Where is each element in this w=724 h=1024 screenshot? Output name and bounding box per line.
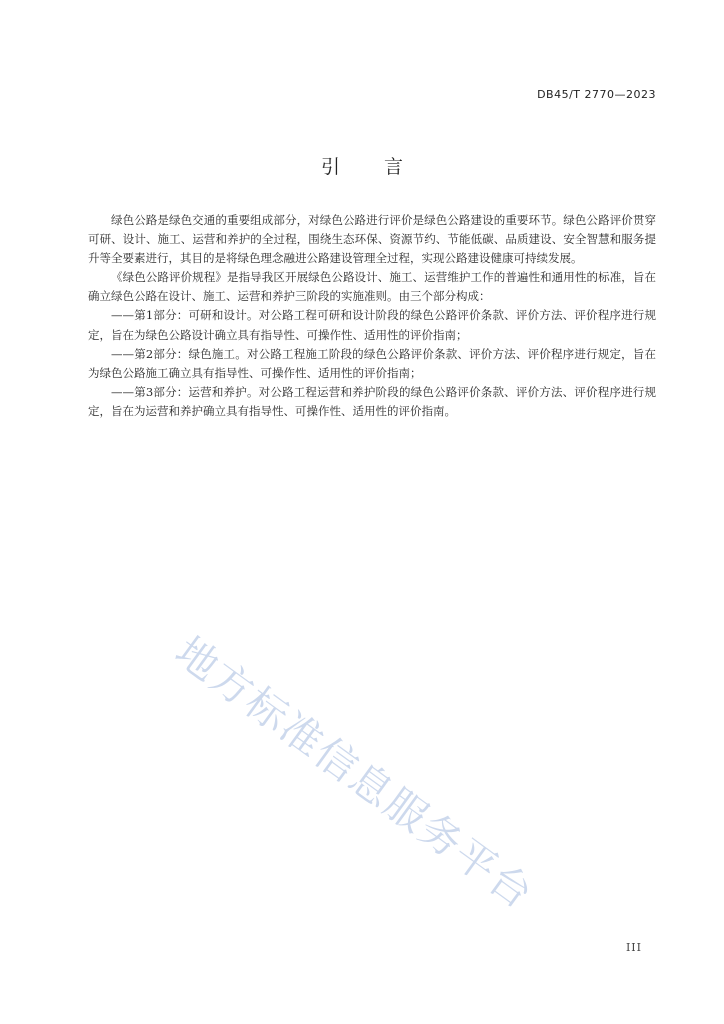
page-title-char-1: 引 [320, 156, 340, 178]
watermark: 地方标准信息服务平台 [166, 627, 543, 919]
paragraph-standard-scope: 《绿色公路评价规程》是指导我区开展绿色公路设计、施工、运营维护工作的普遍性和通用性的标准，旨在确立绿色公路在设计、施工、运营和养护三阶段的实施准则。由三个部分构成： [88, 270, 656, 304]
paragraph-part-2: ——第2部分：绿色施工。对公路工程施工阶段的绿色公路评价条款、评价方法、评价程序进行规定，旨在为绿色公路施工确立具有指导性、可操作性、适用性的评价指南； [88, 346, 656, 380]
paragraph-intro: 绿色公路是绿色交通的重要组成部分，对绿色公路进行评价是绿色公路建设的重要环节。绿色公路评价贯穿可研、设计、施工、运营和养护的全过程，围绕生态环保、资源节约、节能低碳、品质建设、安全智慧和服务提升等全要素进行，其目的是将绿色理念融进公路建设管理全过程，实现公路建设健康可持续发展。 [88, 213, 656, 266]
paragraph-part-1: ——第1部分：可研和设计。对公路工程可研和设计阶段的绿色公路评价条款、评价方法、评价程序进行规定，旨在为绿色公路设计确立具有指导性、可操作性、适用性的评价指南； [88, 308, 656, 342]
page-title-char-2: 言 [384, 156, 404, 178]
page-title [0, 152, 724, 179]
paragraph-part-3: ——第3部分：运营和养护。对公路工程运营和养护阶段的绿色公路评价条款、评价方法、评价程序进行规定，旨在为运营和养护确立具有指导性、可操作性、适用性的评价指南。 [88, 384, 656, 418]
page-number: III [625, 941, 642, 954]
standard-code: DB45/T 2770—2023 [537, 88, 656, 101]
body-text [88, 211, 656, 421]
